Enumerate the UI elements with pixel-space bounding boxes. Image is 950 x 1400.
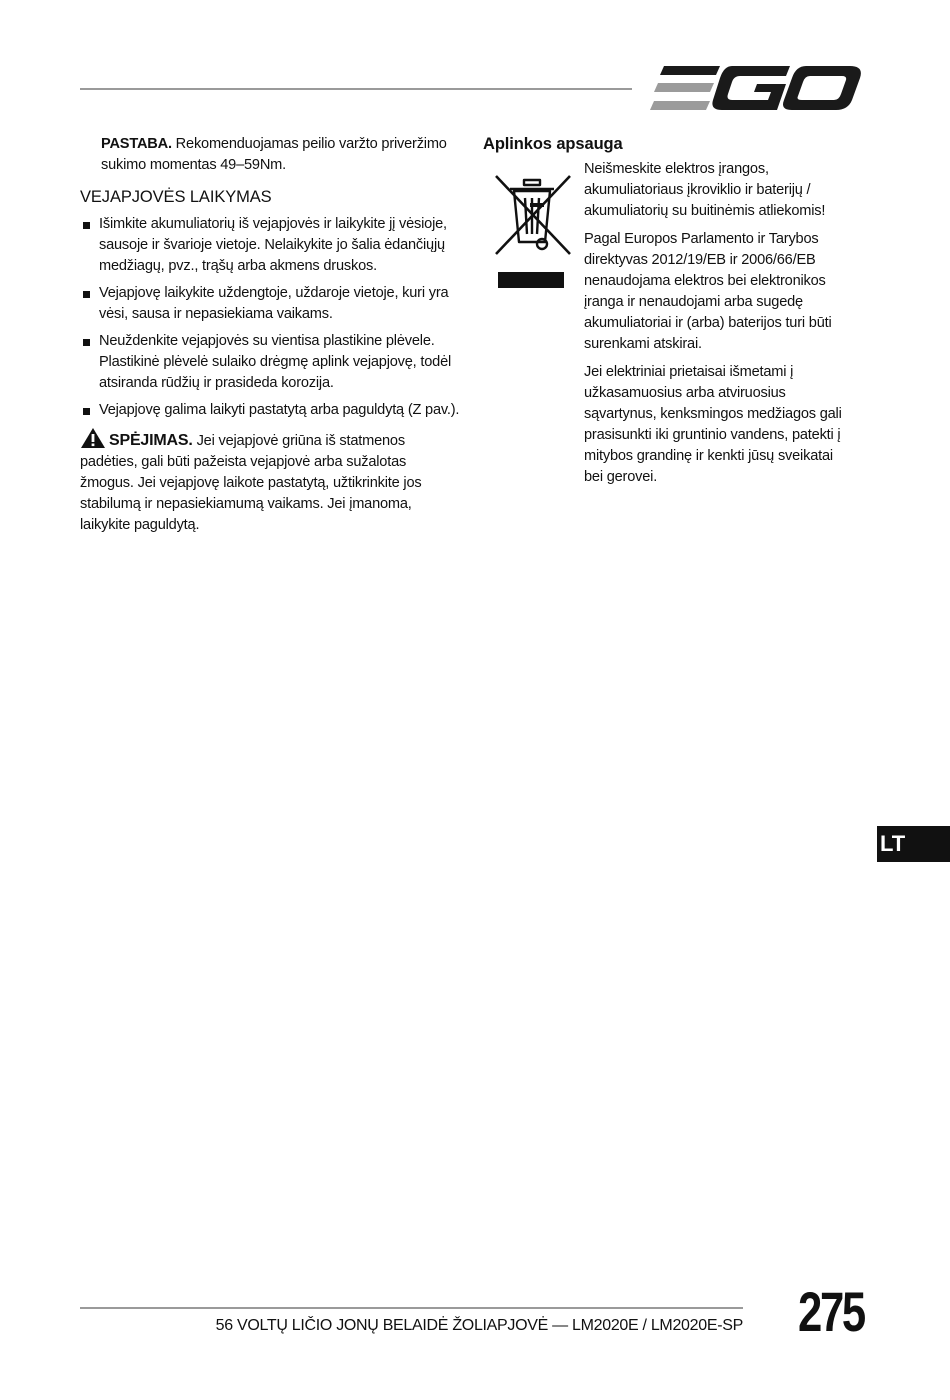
footer-title: 56 VOLTŲ LIČIO JONŲ BELAIDĖ ŽOLIAPJOVĖ — LM2020E / LM2020E-SP bbox=[215, 1317, 743, 1334]
storage-bullet-list bbox=[80, 214, 462, 421]
bullet-square-icon bbox=[83, 339, 90, 346]
section-title-storage: VEJAPJOVĖS LAIKYMAS bbox=[80, 188, 272, 206]
right-column bbox=[483, 134, 853, 495]
crossed-out-bin-icon bbox=[490, 170, 578, 290]
list-item: Neuždenkite vejapjovės su vientisa plastikine plėvele. Plastikinė plėvelė sulaiko drėgmę aplink vejapjovę, todėl atsiranda rūdžių ir prasideda korozija. bbox=[80, 331, 462, 394]
header-rule bbox=[80, 88, 632, 90]
env-paragraph: Pagal Europos Parlamento ir Tarybos direktyvas 2012/19/EB ir 2006/66/EB nenaudojama elektros bei elektronikos įranga ir nenaudojami arba sugedę akumuliatoriai ir (arba) baterijos turi būti surenkami atskirai. bbox=[584, 231, 832, 352]
bullet-square-icon bbox=[83, 222, 90, 229]
bullet-square-icon bbox=[83, 291, 90, 298]
environment-text bbox=[584, 159, 853, 488]
warning-triangle-icon bbox=[80, 427, 106, 449]
bullet-square-icon bbox=[83, 408, 90, 415]
footer-rule bbox=[80, 1307, 743, 1309]
note-text: Rekomenduojamas peilio varžto priveržimo sukimo momentas 49–59Nm. bbox=[101, 136, 447, 173]
section-title-environment: Aplinkos apsauga bbox=[483, 135, 623, 153]
list-item: Vejapjovę galima laikyti pastatytą arba paguldytą (Z pav.). bbox=[80, 400, 462, 421]
note-label: PASTABA. bbox=[101, 136, 172, 152]
warning-label: SPĖJIMAS. bbox=[109, 432, 193, 449]
env-paragraph: Neišmeskite elektros įrangos, akumuliatoriaus įkroviklio ir baterijų / akumuliatorių su buitinėmis atliekomis! bbox=[584, 161, 826, 219]
env-paragraph: Jei elektriniai prietaisai išmetami į užkasamuosius arba atviruosius sąvartynus, kenksmingos medžiagos gali prasisunkti iki gruntinio vandens, patekti į mitybos grandinę ir kenkti jūsų sveikatai bei gerovei. bbox=[584, 364, 842, 485]
language-tab-label: LT bbox=[880, 831, 906, 856]
list-item: Vejapjovę laikykite uždengtoje, uždaroje vietoje, kuri yra vėsi, sausa ir nepasiekiama vaikams. bbox=[80, 283, 462, 325]
left-column bbox=[80, 134, 462, 536]
list-item: Išimkite akumuliatorių iš vejapjovės ir laikykite jį vėsioje, sausoje ir švarioje vietoje. Nelaikykite jo šalia ėdančiųjų medžiagų, pvz., trąšų arba akmens druskos. bbox=[80, 214, 462, 277]
page-number: 275 bbox=[798, 1280, 864, 1343]
warning-text: Jei vejapjovė griūna iš statmenos padėties, gali būti pažeista vejapjovė arba sužalotas žmogus. Jei vejapjovę laikote pastatytą, užtikrinkite jos stabilumą ir nepasiekiamumą vaikams. Jei įmanoma, laikykite paguldytą. bbox=[80, 433, 422, 533]
torque-note bbox=[101, 134, 462, 176]
ego-logo bbox=[650, 64, 862, 112]
warning-block bbox=[80, 427, 462, 536]
